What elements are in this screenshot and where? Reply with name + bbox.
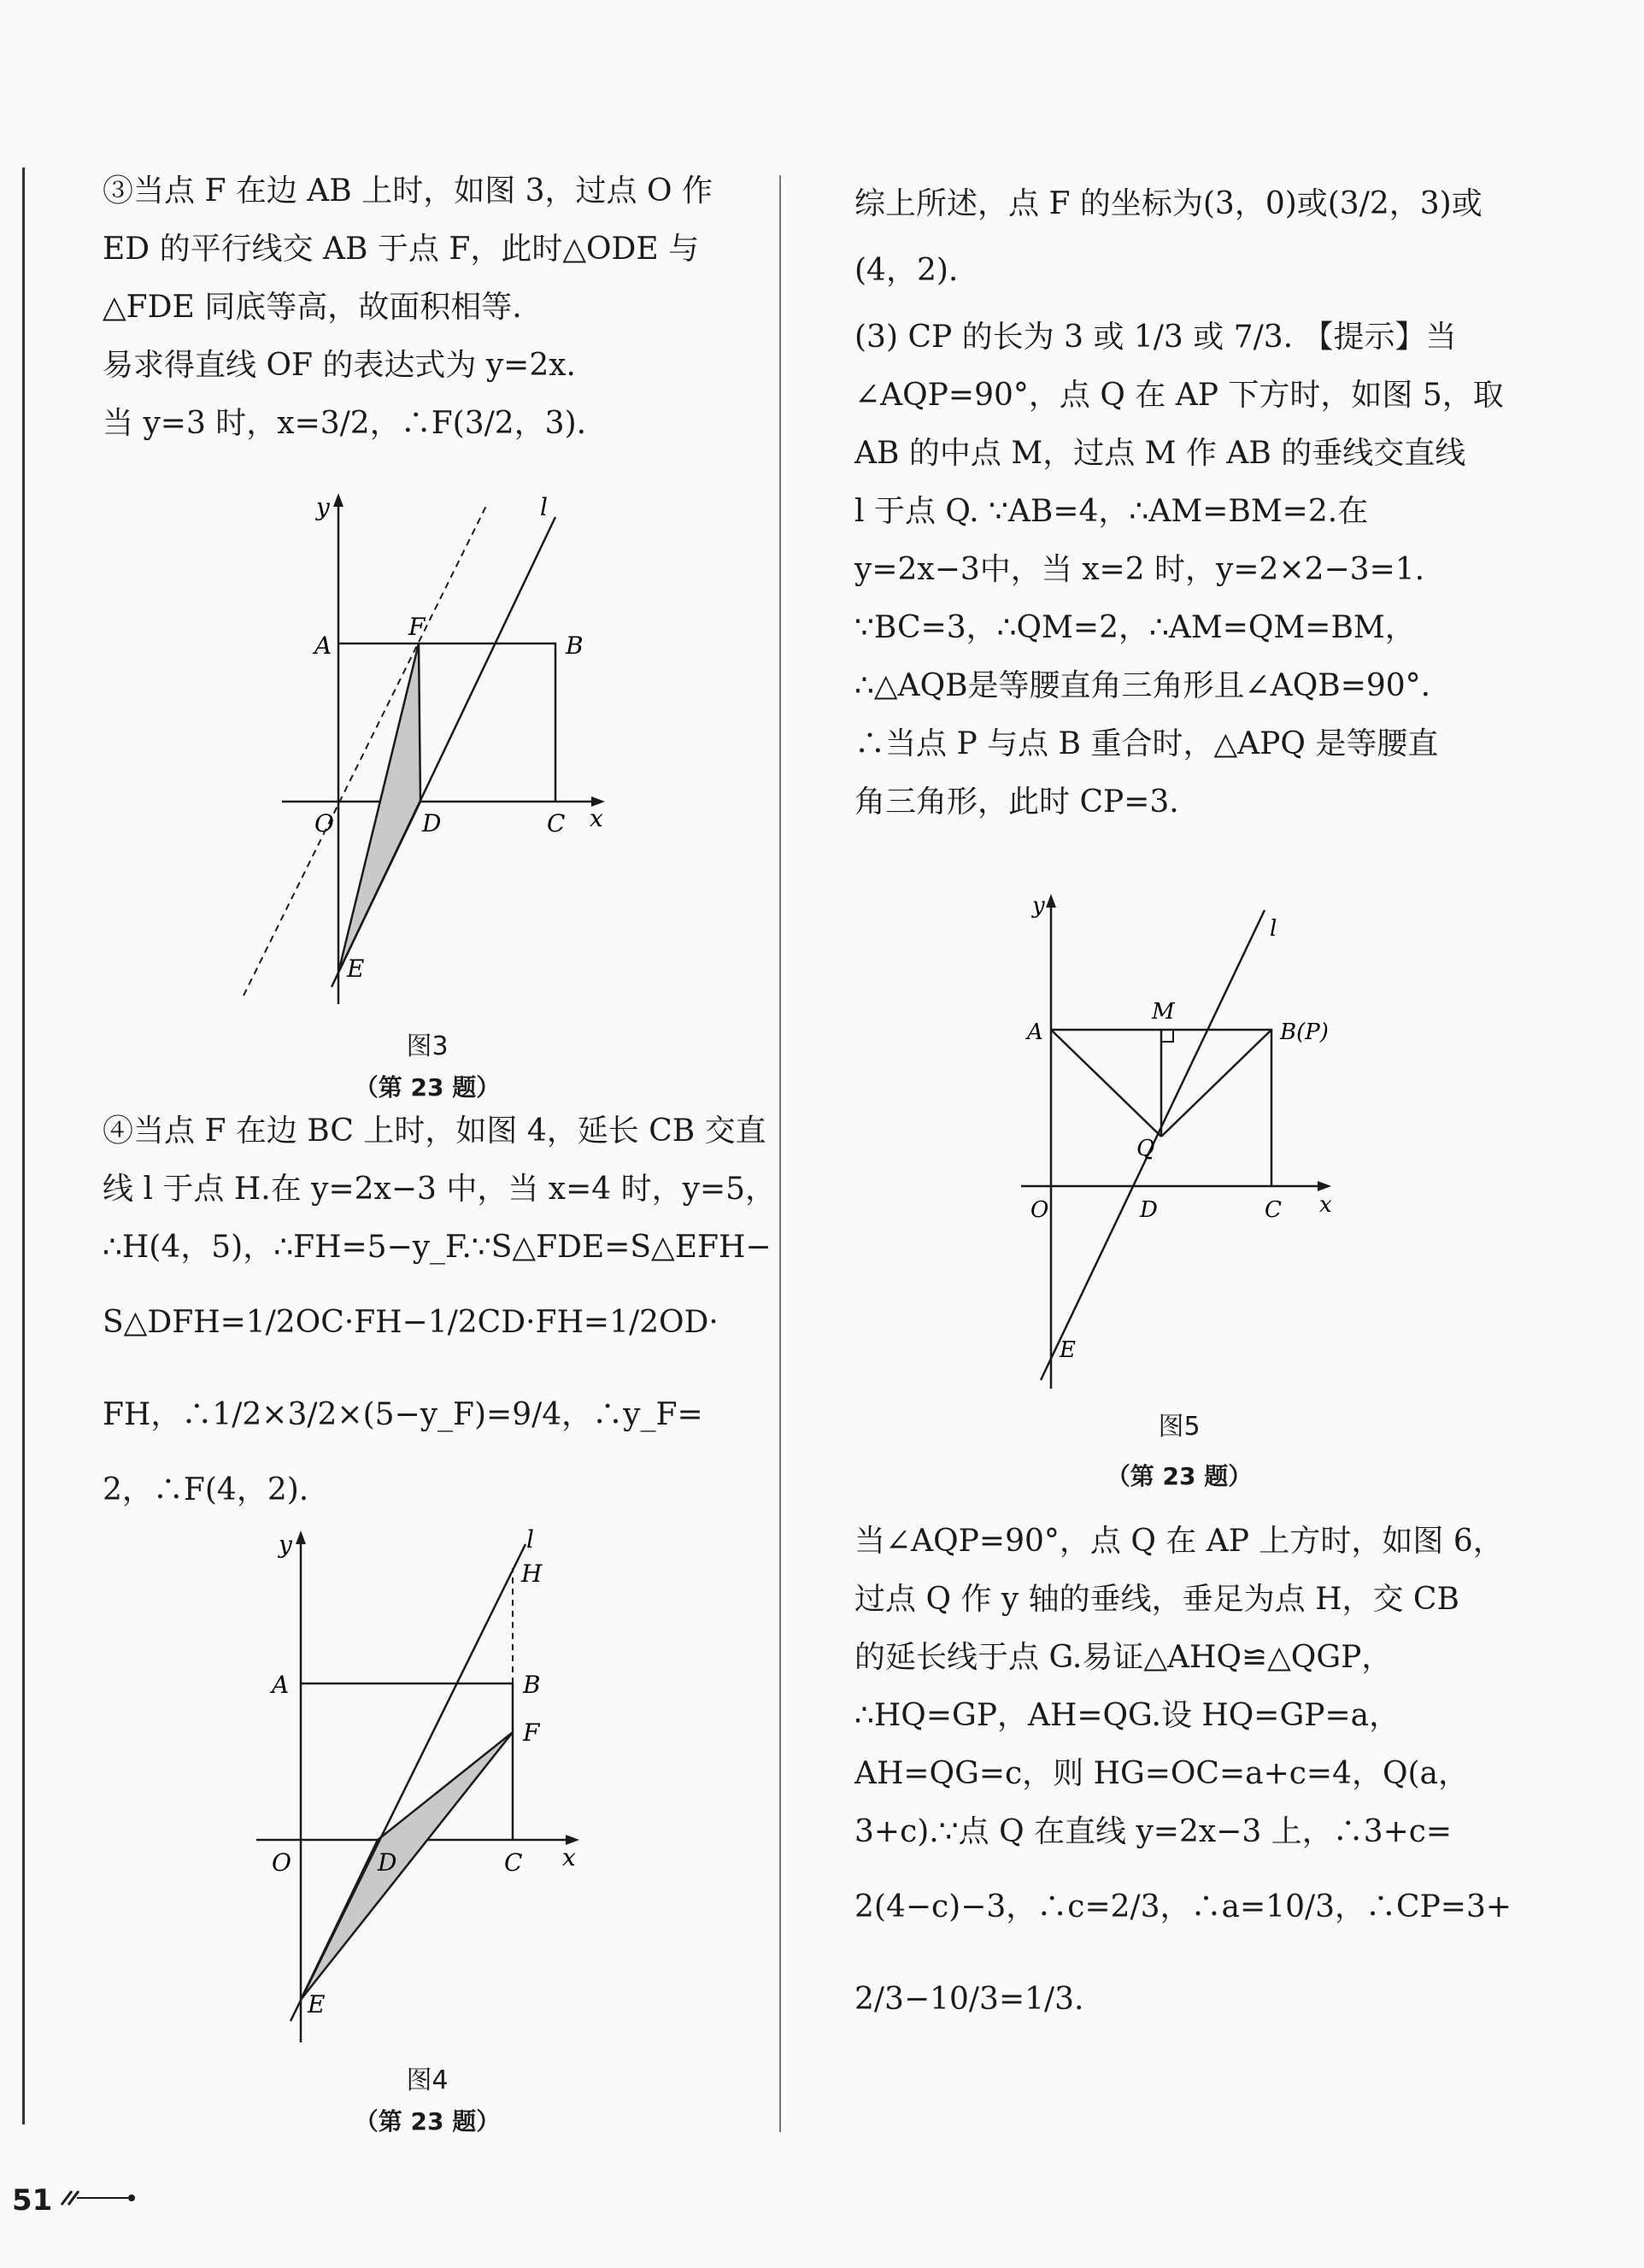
text-line: ④当点 F 在边 BC 上时，如图 4，延长 CB 交直 [103, 1113, 766, 1149]
text-line: 综上所述，点 F 的坐标为(3，0)或(3/2，3)或 [854, 186, 1483, 221]
page-left-rule [22, 167, 25, 2124]
text-line: (3) CP 的长为 3 或 1/3 或 7/3. 【提示】当 [854, 320, 1457, 355]
text-line: ∵BC=3，∴QM=2，∴AM=QM=BM， [854, 610, 1416, 645]
text-line: 2，∴F(4，2). [103, 1472, 309, 1507]
fig3-label: D [422, 809, 442, 837]
fig4-label: O [272, 1848, 291, 1877]
text-line: △FDE 同底等高，故面积相等. [103, 290, 522, 325]
fig4-label: D [378, 1848, 397, 1877]
fig4-label: A [272, 1671, 290, 1699]
fig4-label: y [279, 1531, 292, 1559]
text-line: ③当点 F 在边 AB 上时，如图 3，过点 O 作 [103, 173, 713, 209]
text-line: AH=QG=c，则 HG=OC=a+c=4，Q(a， [854, 1756, 1470, 1791]
text-line: AB 的中点 M，过点 M 作 AB 的垂线交直线 [854, 436, 1466, 471]
fig5-label: l [1270, 916, 1277, 942]
figure-3-diagram [231, 491, 624, 1021]
text-line: ∠AQP=90°，点 Q 在 AP 下方时，如图 5，取 [854, 378, 1504, 413]
text-line: 2(4−c)−3，∴c=2/3，∴a=10/3，∴CP=3+ [854, 1889, 1512, 1924]
right-column-lower [854, 1513, 1512, 2029]
left-text-block-1 [103, 162, 752, 453]
fig3-label: l [540, 493, 548, 521]
figure-3 [231, 491, 624, 1103]
fig4-label: x [562, 1843, 576, 1871]
fig4-label: F [523, 1719, 540, 1747]
figure-4 [231, 1525, 624, 2137]
fig5-label: x [1319, 1192, 1332, 1218]
right-text-block-1 [854, 175, 1504, 831]
fig3-label: F [408, 613, 426, 641]
text-line: 角三角形，此时 CP=3. [854, 784, 1179, 820]
text-line: 过点 Q 作 y 轴的垂线，垂足为点 H，交 CB [854, 1582, 1459, 1617]
figure-4-title: 图4 [406, 2065, 449, 2095]
page-ornament-icon [60, 2188, 137, 2208]
fig3-label: O [314, 809, 334, 837]
figure-3-caption: （第 23 题） [354, 1073, 501, 1102]
fig5-label: Q [1136, 1136, 1155, 1161]
left-column [103, 162, 752, 453]
page-number: 51 [12, 2183, 53, 2218]
fig4-label: l [526, 1525, 534, 1554]
fig3-label: y [316, 493, 330, 521]
text-line: ED 的平行线交 AB 于点 F，此时△ODE 与 [103, 232, 700, 267]
fig5-label: A [1027, 1019, 1043, 1045]
fig3-label: B [566, 632, 584, 660]
fig4-label: E [308, 1990, 326, 2018]
fig5-label: y [1032, 893, 1045, 919]
right-text-block-2 [854, 1513, 1512, 2029]
text-line: 2/3−10/3=1/3. [854, 1982, 1084, 2017]
figure-4-caption: （第 23 题） [354, 2107, 501, 2136]
right-column [854, 175, 1504, 831]
left-text-block-2 [103, 1102, 777, 1519]
figure-4-diagram [231, 1525, 624, 2055]
text-line: y=2x−3中，当 x=2 时，y=2×2−3=1. [854, 552, 1425, 587]
text-line: ∴当点 P 与点 B 重合时，△APQ 是等腰直 [854, 726, 1439, 761]
figure-5-title: 图5 [1158, 1412, 1201, 1442]
fig5-label: B(P) [1280, 1019, 1329, 1045]
text-line: 线 l 于点 H.在 y=2x−3 中，当 x=4 时，y=5， [103, 1172, 777, 1207]
fig5-label: D [1140, 1197, 1158, 1223]
fig3-label: A [314, 632, 332, 660]
fig3-label: x [590, 804, 603, 832]
text-line: 3+c).∵点 Q 在直线 y=2x−3 上，∴3+c= [854, 1814, 1453, 1849]
fig5-label: M [1152, 999, 1175, 1025]
fig3-label: E [347, 955, 365, 983]
text-line: l 于点 Q. ∵AB=4，∴AM=BM=2.在 [854, 494, 1369, 529]
fig5-label: E [1060, 1337, 1076, 1363]
text-line: ∴△AQB是等腰直角三角形且∠AQB=90°. [854, 668, 1431, 703]
text-line: (4，2). [854, 253, 959, 288]
text-line: ∴HQ=GP，AH=QG.设 HQ=GP=a， [854, 1698, 1400, 1733]
fig4-label: B [523, 1671, 541, 1699]
text-line: 的延长线于点 G.易证△AHQ≌△QGP， [854, 1640, 1393, 1675]
text-line: ∴H(4，5)，∴FH=5−y_F.∵S△FDE=S△EFH− [103, 1230, 772, 1265]
fig5-label: O [1030, 1197, 1049, 1223]
text-line: 当∠AQP=90°，点 Q 在 AP 上方时，如图 6， [854, 1524, 1504, 1559]
fig3-label: C [547, 809, 566, 837]
text-line: S△DFH=1/2OC·FH−1/2CD·FH=1/2OD· [103, 1305, 719, 1340]
figure-3-title: 图3 [406, 1031, 449, 1061]
fig4-label: C [504, 1848, 523, 1877]
figure-5 [983, 889, 1376, 1492]
fig5-label: C [1265, 1197, 1282, 1223]
figure-5-caption: （第 23 题） [1106, 1462, 1253, 1490]
fig4-label: H [521, 1560, 543, 1588]
text-line: FH，∴1/2×3/2×(5−y_F)=9/4，∴y_F= [103, 1397, 703, 1432]
figure-5-diagram [983, 889, 1376, 1401]
text-line: 当 y=3 时，x=3/2，∴F(3/2，3). [103, 406, 587, 441]
text-line: 易求得直线 OF 的表达式为 y=2x. [103, 348, 576, 383]
column-divider [779, 175, 781, 2132]
left-column-lower [103, 1102, 777, 1519]
